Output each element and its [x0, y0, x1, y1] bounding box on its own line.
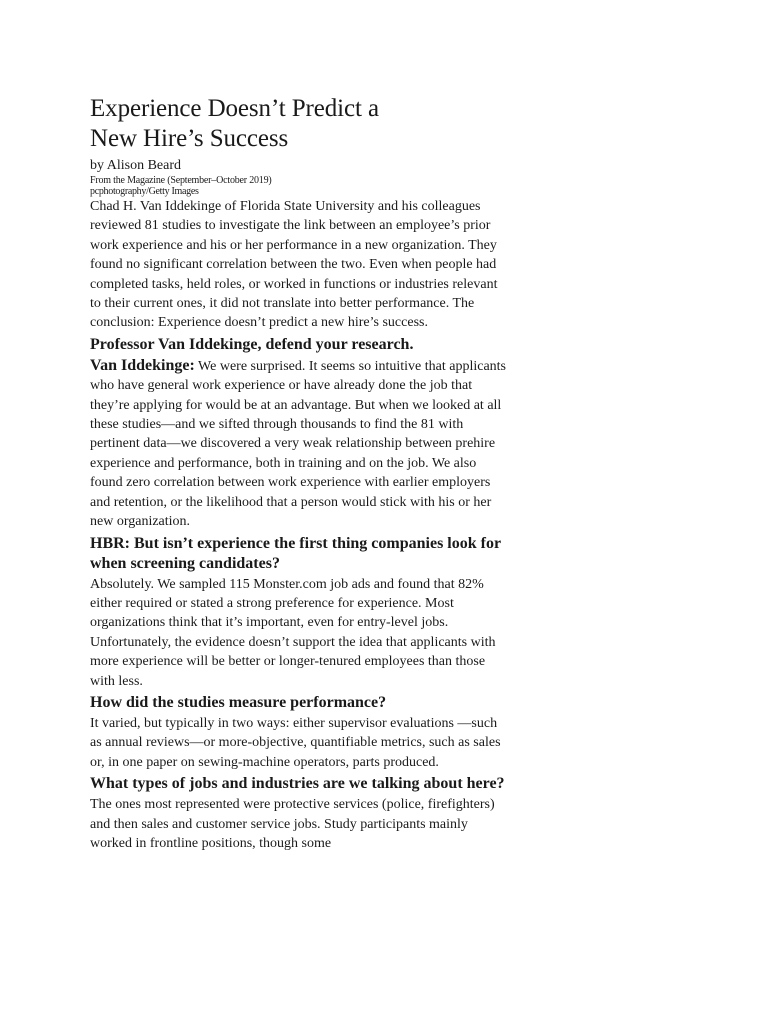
question-2: HBR: But isn’t experience the first thing companies look for when screening candidates?: [90, 534, 501, 572]
answer-4: The ones most represented were protective services (police, firefighters) and then sales and customer service jobs. Study participants mainly worked in frontline positions, though some: [90, 797, 495, 851]
title-line-2: New Hire’s Success: [90, 125, 289, 152]
intro-paragraph: Chad H. Van Iddekinge of Florida State University and his colleagues reviewed 81 studies to investigate the link between an employee’s prior work experience and his or her performance in a new organization. They found no significant correlation between the two. Even when people had completed tasks, held roles, or worked in functions or industries relevant to their current ones, it did not translate into better performance. The conclusion: Experience doesn’t predict a new hire’s success.: [90, 199, 498, 331]
answer-1: [90, 356, 510, 532]
article-title: [90, 94, 510, 154]
photo-credit: pcphotography/Getty Images: [90, 186, 199, 197]
title-line-1: Experience Doesn’t Predict a: [90, 95, 379, 122]
answer-1-text: We were surprised. It seems so intuitive that applicants who have general work experience or have already done the job that they’re applying for would be at an advantage. But when we looked at all these studies—and we sifted through thousands to find the 81 with pertinent data—we discovered a very weak relationship between prehire experience and performance, both in training and on the job. We also found zero correlation between work experience with earlier employers and retention, or the likelihood that a person would stick with his or her new organization.: [90, 358, 506, 530]
answer-3: It varied, but typically in two ways: either supervisor evaluations —such as annual reviews—or more-objective, quantifiable metrics, such as sales or, in one paper on sewing-machine operators, parts produced.: [90, 715, 501, 770]
question-1: Professor Van Iddekinge, defend your research.: [90, 335, 414, 353]
article: [90, 94, 510, 853]
source-line: From the Magazine (September–October 2019): [90, 175, 272, 186]
byline: by Alison Beard: [90, 158, 181, 173]
question-4: What types of jobs and industries are we talking about here?: [90, 775, 505, 793]
answer-2: Absolutely. We sampled 115 Monster.com job ads and found that 82% either required or stated a strong preference for experience. Most organizations think that it’s important, even for entry-level jobs. Unfortunately, the evidence doesn’t support the idea that applicants with more experience will be better or longer-tenured employees than those with less.: [90, 576, 496, 689]
question-3: How did the studies measure performance?: [90, 693, 387, 711]
speaker-label: Van Iddekinge:: [90, 356, 195, 374]
